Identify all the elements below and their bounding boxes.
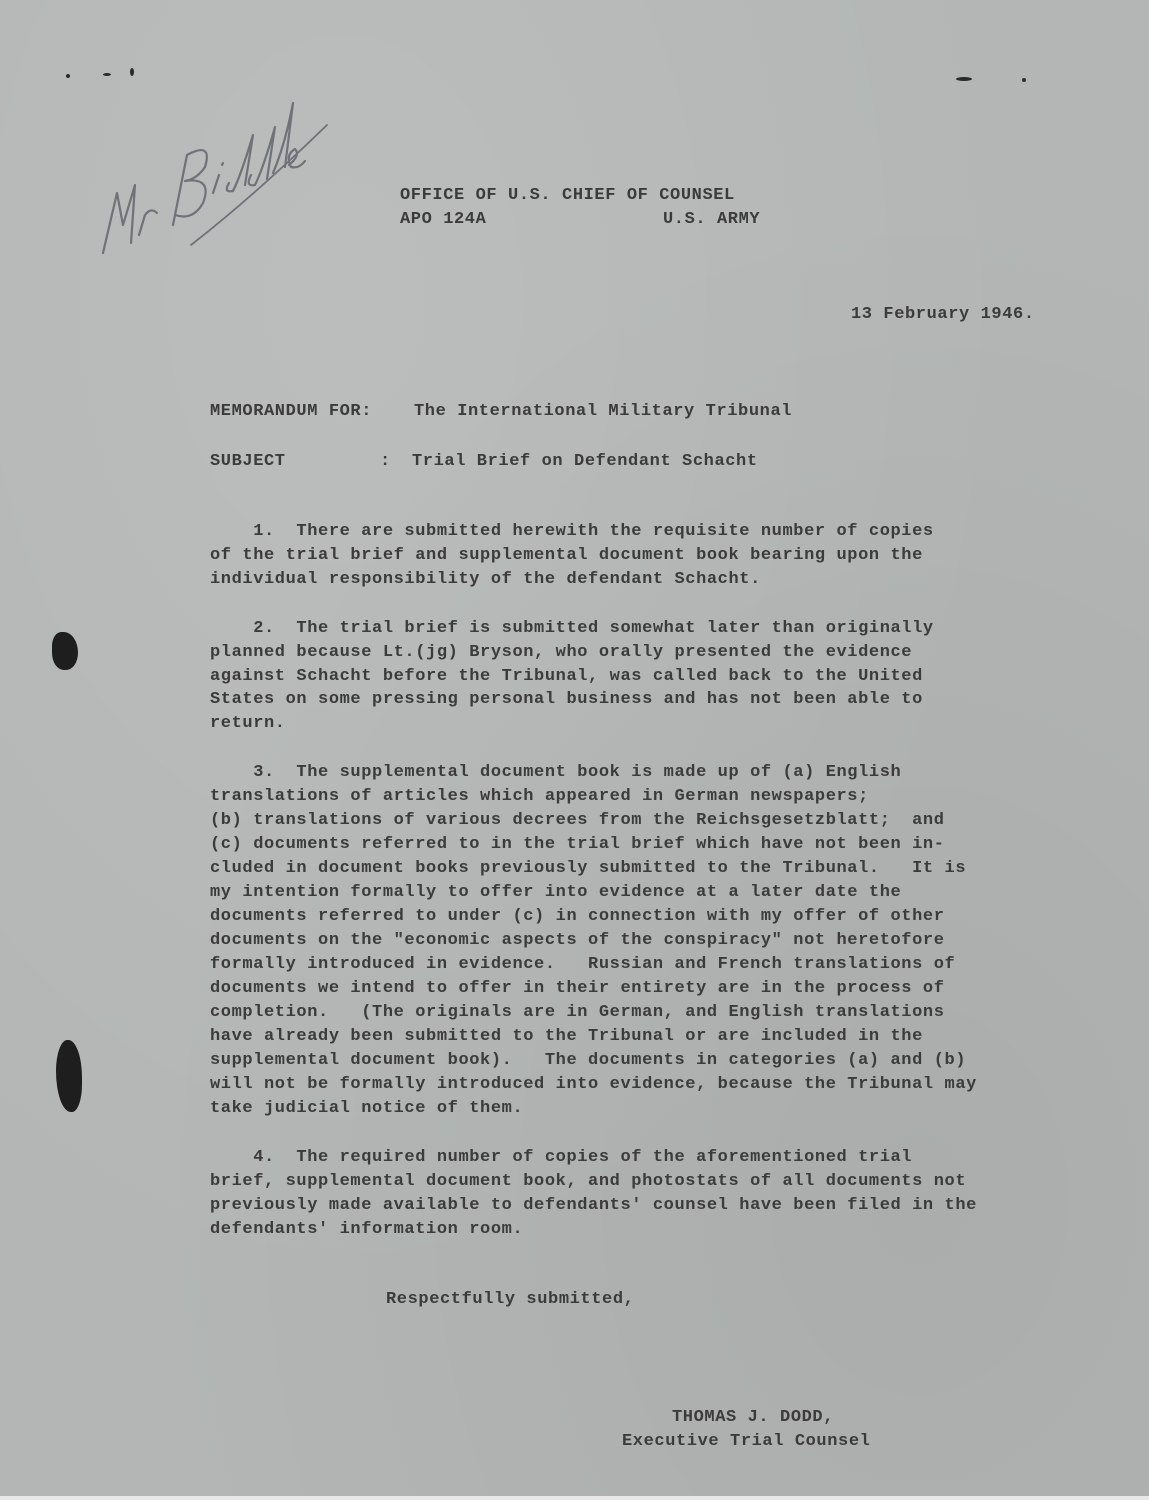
apo-number: APO 124A [400,210,487,229]
paragraph-line: (c) documents referred to in the trial brief which have not been in- [210,835,945,854]
paragraph-line: cluded in document books previously submitted to the Tribunal. It is [210,859,967,878]
paragraph-line: 3. The supplemental document book is made up of (a) English [210,763,902,782]
subject-value: Trial Brief on Defendant Schacht [412,452,758,471]
subject-label: SUBJECT [210,452,286,471]
paragraph-line: 1. There are submitted herewith the requisite number of copies [210,522,934,541]
paragraph-line: will not be formally introduced into evidence, because the Tribunal may [210,1075,977,1094]
signature-name: THOMAS J. DODD, [672,1408,835,1427]
speck-top-left [66,74,70,78]
office-header: OFFICE OF U.S. CHIEF OF COUNSEL [400,186,735,205]
paragraph-line: (b) translations of various decrees from the Reichsgesetzblatt; and [210,811,945,830]
paragraph-line: 4. The required number of copies of the aforementioned trial [210,1148,913,1167]
paragraph-line: of the trial brief and supplemental document book bearing upon the [210,546,923,565]
paragraph-line: formally introduced in evidence. Russian and French translations of [210,955,956,974]
paragraph-line: against Schacht before the Tribunal, was called back to the United [210,667,923,686]
paragraph-line: translations of articles which appeared in German newspapers; [210,787,869,806]
speck-top-right [956,77,972,81]
closing: Respectfully submitted, [386,1290,635,1309]
paragraph-line: individual responsibility of the defendant Schacht. [210,570,761,589]
paragraph-line: defendants' information room. [210,1220,524,1239]
page-bottom-edge [0,1496,1149,1500]
paragraph-line: completion. (The originals are in German, and English translations [210,1003,945,1022]
paragraph-line: States on some pressing personal business and has not been able to [210,690,923,709]
paragraph-line: documents we intend to offer in their entirety are in the process of [210,979,945,998]
paragraph-line: my intention formally to offer into evidence at a later date the [210,883,902,902]
punch-hole-top [52,632,78,670]
date: 13 February 1946. [851,305,1035,324]
paragraph-line: 2. The trial brief is submitted somewhat later than originally [210,619,934,638]
paragraph-line: have already been submitted to the Tribunal or are included in the [210,1027,923,1046]
paragraph-line: supplemental document book). The documents in categories (a) and (b) [210,1051,967,1070]
speck-top-right-2 [1022,78,1026,82]
paragraph-line: take judicial notice of them. [210,1099,524,1118]
punch-hole-bottom [56,1040,82,1112]
paragraph-line: return. [210,714,286,733]
memorandum-for-label: MEMORANDUM FOR: [210,402,373,421]
memorandum-for-value: The International Military Tribunal [414,402,793,421]
paragraph-line: documents on the "economic aspects of the conspiracy" not heretofore [210,931,945,950]
paragraph-line: documents referred to under (c) in connection with my offer of other [210,907,945,926]
paragraph-line: brief, supplemental document book, and photostats of all documents not [210,1172,967,1191]
subject-separator: : [380,452,391,471]
handwritten-note [95,75,335,265]
army-label: U.S. ARMY [663,210,761,229]
signature-title: Executive Trial Counsel [622,1432,871,1451]
paragraph-line: previously made available to defendants' counsel have been filed in the [210,1196,977,1215]
paragraph-line: planned because Lt.(jg) Bryson, who orally presented the evidence [210,643,913,662]
